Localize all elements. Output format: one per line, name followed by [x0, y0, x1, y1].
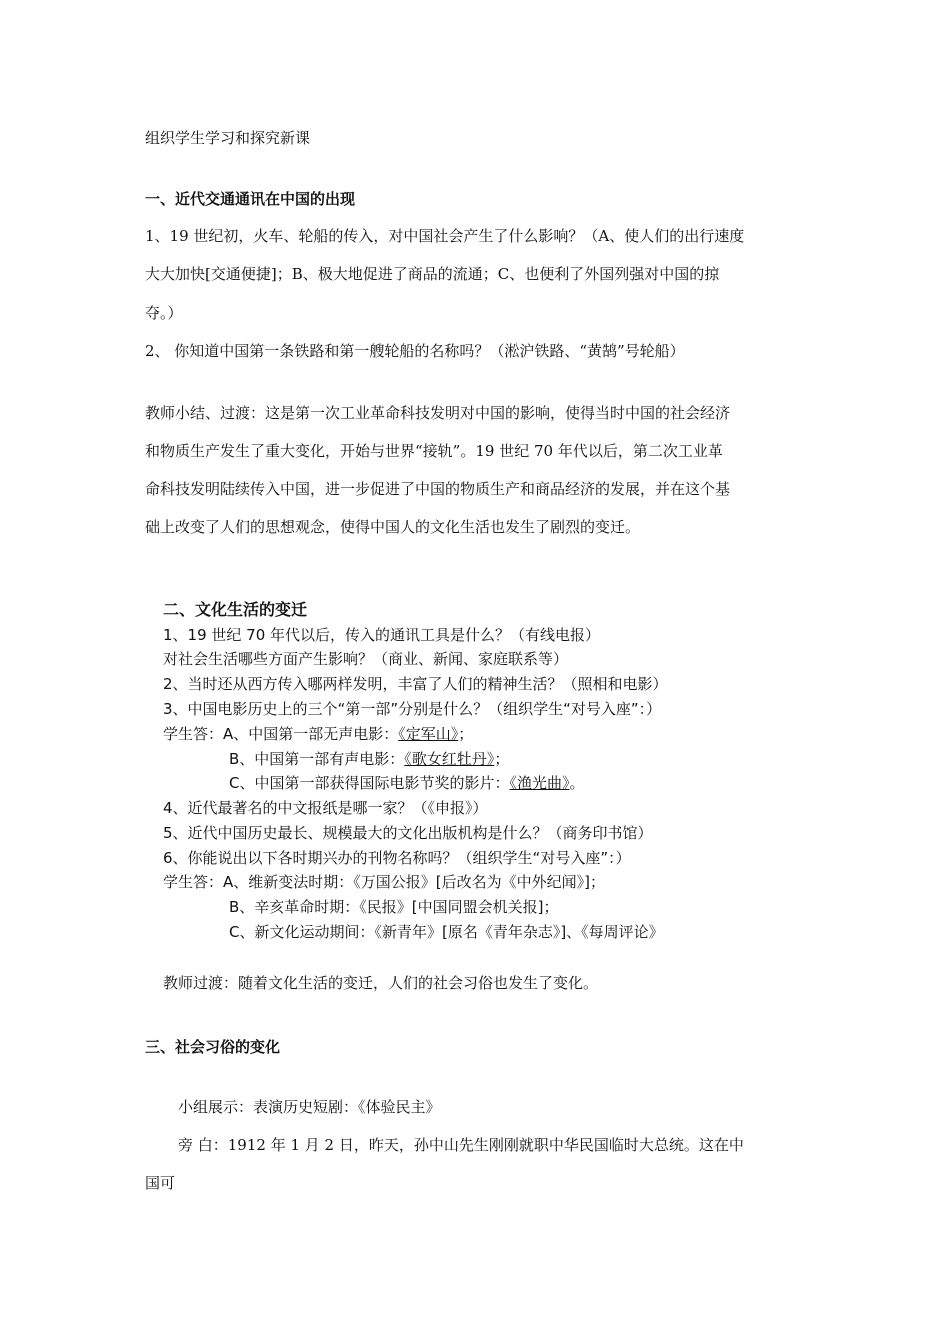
section2-q5: 5、近代中国历史最长、规模最大的文化出版机构是什么？（商务印书馆） — [163, 824, 653, 842]
summary-line1: 教师小结、过渡：这是第一次工业革命科技发明对中国的影响，使得当时中国的社会经济 — [145, 404, 731, 422]
answer-a-end: ； — [458, 725, 474, 743]
answer-c-label: C、中国第一部获得国际电影节奖的影片： — [229, 774, 510, 792]
section1-q1-line1: 1、19 世纪初，火车、轮船的传入，对中国社会产生了什么影响？（A、使人们的出行速度 — [145, 227, 745, 245]
section3-heading: 三、社会习俗的变化 — [145, 1038, 281, 1056]
summary-line4: 础上改变了人们的思想观念，使得中国人的文化生活也发生了剧烈的变迁。 — [145, 518, 641, 536]
answer-b-end: ； — [494, 750, 510, 768]
section3-narration-cont: 国可 — [145, 1174, 176, 1192]
answer-a-film: 《定军山》 — [398, 725, 459, 743]
section2-q1: 1、19 世纪 70 年代以后，传入的通讯工具是什么？（有线电报） — [163, 626, 601, 644]
section2-answer-a — [163, 724, 473, 744]
answer-c-end: 。 — [569, 774, 585, 792]
section2-periodical-b: B、辛亥革命时期：《民报》[中国同盟会机关报]； — [229, 898, 559, 916]
section1-q1-line3: 夺。） — [145, 304, 183, 322]
section3-narration: 旁 白：1912 年 1 月 2 日，昨天，孙中山先生刚刚就职中华民国临时大总统。这在中 — [178, 1136, 744, 1154]
section1-q1-line2: 大大加快[交通便捷]；B、极大地促进了商品的流通；C、也便利了外国列强对中国的掠 — [145, 265, 720, 283]
section2-q6: 6、你能说出以下各时期兴办的刊物名称吗？（组织学生“对号入座”：） — [163, 849, 631, 867]
section2-answer-c — [229, 773, 585, 793]
summary-line2: 和物质生产发生了重大变化，开始与世界“接轨”。19 世纪 70 年代以后，第二次工业革 — [145, 442, 723, 460]
section2-q1-followup: 对社会生活哪些方面产生影响？（商业、新闻、家庭联系等） — [163, 650, 569, 668]
section2-transition: 教师过渡：随着文化生活的变迁，人们的社会习俗也发生了变化。 — [163, 974, 599, 992]
section2-answer-b — [229, 749, 509, 769]
summary-line3: 命科技发明陆续传入中国，进一步促进了中国的物质生产和商品经济的发展，并在这个基 — [145, 480, 731, 498]
answer-b-label: B、中国第一部有声电影： — [229, 750, 405, 768]
answer-b-film: 《歌女红牡丹》 — [404, 750, 495, 768]
section3-show: 小组展示：表演历史短剧：《体验民主》 — [178, 1098, 441, 1116]
section2-periodical-a: 学生答：A、维新变法时期：《万国公报》[后改名为《中外纪闻》]； — [163, 873, 605, 891]
section2-q3: 3、中国电影历史上的三个“第一部”分别是什么？（组织学生“对号入座”：） — [163, 700, 662, 718]
intro-line: 组织学生学习和探究新课 — [145, 129, 311, 147]
section2-q4: 4、近代最著名的中文报纸是哪一家？（《申报》） — [163, 799, 488, 817]
section1-heading: 一、近代交通通讯在中国的出现 — [145, 190, 356, 208]
section2-periodical-c: C、新文化运动期间：《新青年》[原名《青年杂志》]、《每周评论》 — [229, 923, 664, 941]
answer-a-label: 学生答：A、中国第一部无声电影： — [163, 725, 399, 743]
section2-heading: 二、文化生活的变迁 — [163, 600, 308, 619]
answer-c-film: 《渔光曲》 — [509, 774, 570, 792]
section1-q2: 2、 你知道中国第一条铁路和第一艘轮船的名称吗？（淞沪铁路、“黄鹄”号轮船） — [145, 342, 685, 360]
section2-q2: 2、当时还从西方传入哪两样发明，丰富了人们的精神生活？（照相和电影） — [163, 675, 668, 693]
